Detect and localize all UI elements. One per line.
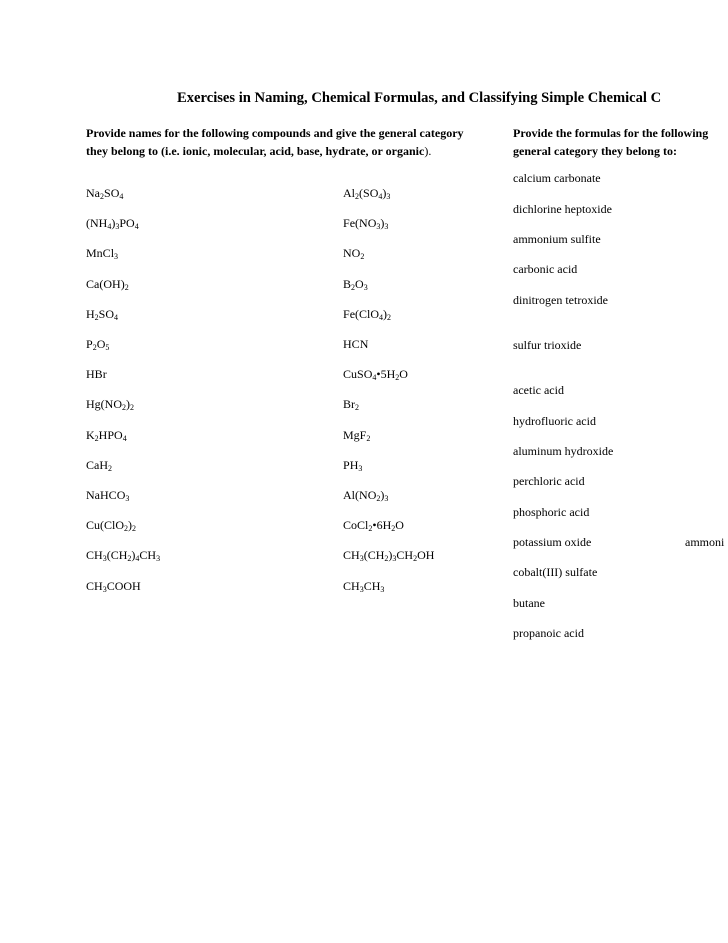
compound-name: sulfur trioxide — [513, 338, 582, 352]
left-instruction-end: ). — [424, 144, 432, 158]
compound-name: calcium carbonate — [513, 171, 601, 185]
compound-formula: $Br_2$ — [343, 397, 360, 413]
compound-formula: $Fe(ClO_4)_2$ — [343, 306, 392, 322]
compound-name: phosphoric acid — [513, 505, 590, 519]
compound-formula: $Fe(NO_3)_3$ — [343, 216, 389, 232]
compound-formula: $CH_3(CH_2)_4CH_3$ — [86, 548, 161, 564]
right-instructions — [513, 124, 728, 160]
compound-formula: $K_2HPO_4$ — [86, 427, 127, 443]
compound-formula: $Al(NO_2)_3$ — [343, 488, 389, 503]
compound-formula: MnCl$_3$ — [86, 246, 119, 262]
compound-formula: CaH$_2$ — [86, 457, 113, 473]
compound-name: propanoic acid — [513, 626, 584, 640]
compound-formula: $(NH_4)_3PO_4$ — [86, 216, 139, 232]
compound-formula: $P_2O_5$ — [86, 337, 110, 352]
compound-formula: $CH_3(CH_2)_3CH_2OH$ — [343, 548, 435, 564]
compound-formula: $Cu(ClO_2)_2$ — [86, 518, 137, 534]
compound-name: carbonic acid — [513, 262, 578, 276]
compound-formula: NaHCO$_3$ — [86, 488, 130, 503]
compound-name: hydrofluoric acid — [513, 414, 596, 428]
compound-name: dichlorine heptoxide — [513, 202, 612, 216]
page-title: Exercises in Naming, Chemical Formulas, and Classifying Simple Chemical C — [177, 90, 662, 106]
compound-formula: HCN — [343, 337, 369, 351]
compound-name: acetic acid — [513, 383, 564, 397]
compound-formula: $CuSO_4•5H_2O$ — [343, 367, 408, 383]
compound-formula: MgF$_2$ — [343, 427, 371, 443]
compound-name: aluminum hydroxide — [513, 444, 614, 458]
left-instructions — [86, 124, 481, 160]
right-instruction-line2: general category they belong to: — [513, 144, 677, 158]
compound-formula: $Na_2SO_4$ — [86, 186, 124, 201]
partial-name-text: ammoni — [685, 535, 725, 549]
compound-name: butane — [513, 596, 545, 610]
compound-formula: $CH_3COOH$ — [86, 578, 141, 594]
compound-formula: $PH_3$ — [343, 457, 363, 473]
compound-formula: $CoCl_2•6H_2O$ — [343, 518, 404, 534]
compound-name: dinitrogen tetroxide — [513, 293, 608, 307]
compound-name: cobalt(III) sulfate — [513, 565, 598, 579]
left-instruction-organic: organic — [385, 144, 425, 158]
compound-formula: $Al_2(SO_4)_3$ — [343, 186, 391, 201]
compound-formula: $Hg(NO_2)_2$ — [86, 397, 135, 413]
compound-formula: HBr — [86, 367, 107, 382]
compound-formula: $NO_2$ — [343, 246, 365, 262]
compound-formula: $H_2SO_4$ — [86, 306, 119, 322]
compound-formula: $Ca(OH)_2$ — [86, 276, 129, 292]
compound-name: ammonium sulfite — [513, 232, 601, 246]
left-instruction-text: Provide names for the following compounds and give the general category they belong to (i.e. ionic, molecular, acid, base, hydrate, or — [86, 126, 464, 158]
compound-formula: $CH_3CH_3$ — [343, 578, 385, 594]
right-instruction-line1: Provide the formulas for the following — [513, 126, 709, 140]
compound-name: potassium oxide — [513, 535, 592, 549]
compound-name: perchloric acid — [513, 474, 585, 488]
compound-formula: $B_2O_3$ — [343, 276, 368, 292]
